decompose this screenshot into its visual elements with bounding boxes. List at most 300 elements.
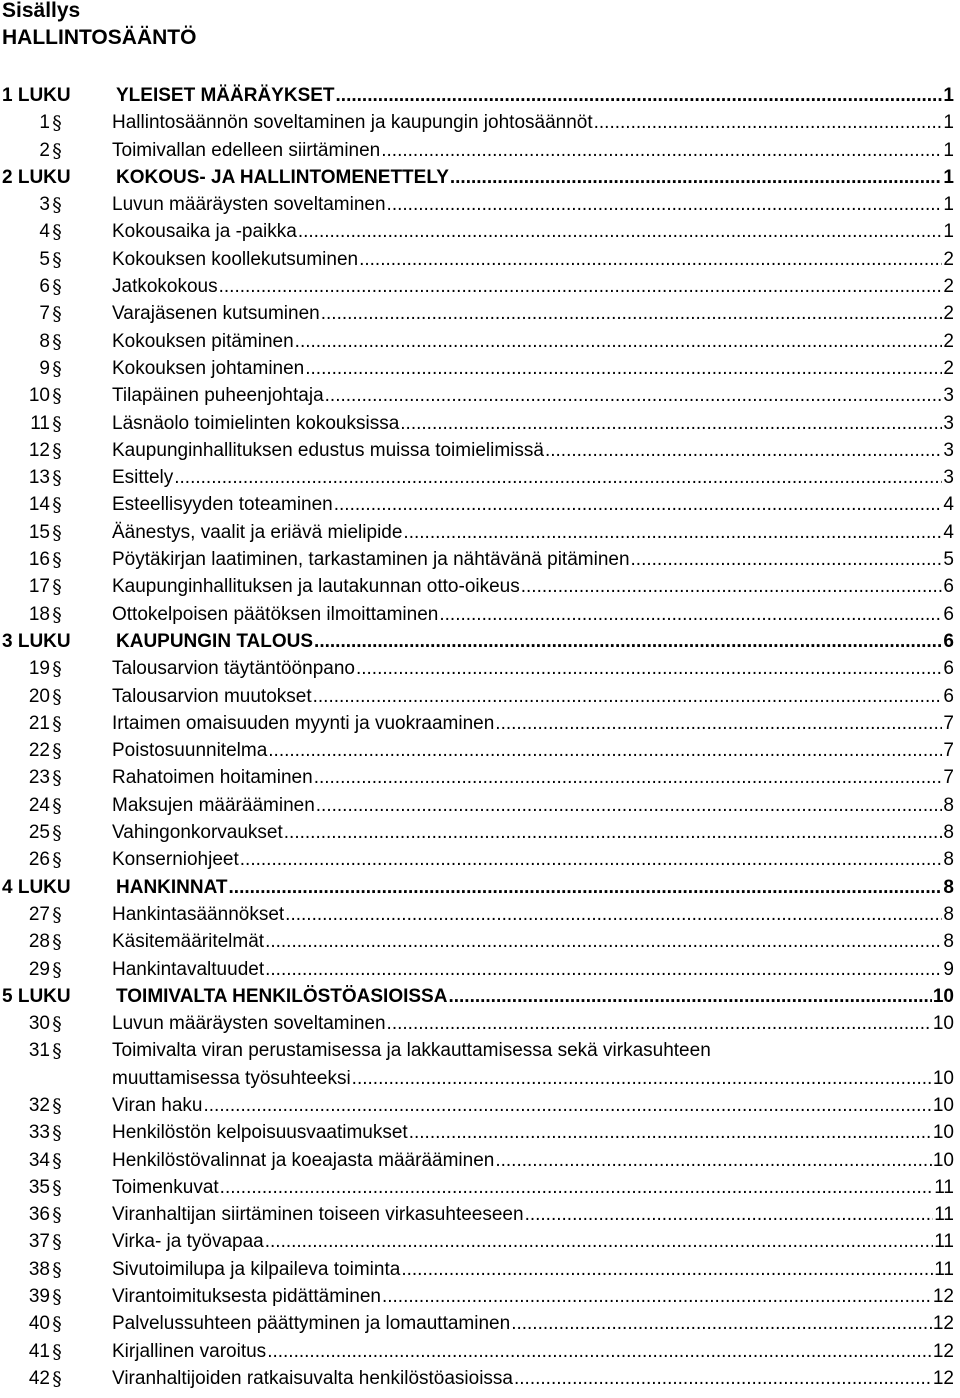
toc-section-entry[interactable] [0,683,960,710]
section-sign-icon: § [52,740,62,763]
entry-title: Kaupunginhallituksen ja lautakunnan otto-oikeus [112,576,520,598]
section-sign-icon: § [52,1258,62,1281]
page-number: 10 [932,1149,954,1171]
entry-line [112,273,954,300]
page-number: 9 [943,958,954,980]
entry-line [112,246,954,273]
toc-section-entry[interactable] [0,1256,960,1283]
entry-title-block [112,382,954,409]
dot-leader [450,164,943,191]
section-number: 22 [28,740,50,762]
entry-title-block [112,764,954,791]
entry-line [112,491,954,518]
section-number: 18 [28,603,50,625]
entry-title-block [116,82,954,109]
entry-title-block [112,737,954,764]
dot-leader [521,573,943,600]
entry-title-block [112,956,954,983]
entry-title: Henkilöstövalinnat ja koeajasta määrääminen [112,1149,495,1171]
toc-section-entry[interactable] [0,601,960,628]
toc-section-entry[interactable] [0,792,960,819]
entry-title: Hankintasäännökset [112,903,285,925]
section-sign-icon: § [52,1286,62,1309]
section-sign-icon: § [52,603,62,626]
toc-section-entry[interactable] [0,355,960,382]
dot-leader [268,737,942,764]
entry-title: Pöytäkirjan laatiminen, tarkastaminen ja nähtävänä pitäminen [112,549,630,571]
page-number: 10 [932,1067,954,1089]
section-sign-icon: § [52,958,62,981]
section-sign-icon: § [52,822,62,845]
dot-leader [334,491,943,518]
dot-leader [321,300,943,327]
toc-section-entry[interactable] [0,573,960,600]
entry-title: Irtaimen omaisuuden myynti ja vuokraaminen [112,712,495,734]
section-sign-icon: § [52,1013,62,1036]
dot-leader [316,792,943,819]
entry-title-block [112,1228,954,1255]
entry-title: Kokouksen pitäminen [112,330,294,352]
entry-line [112,1338,954,1365]
dot-leader [403,519,942,546]
section-number: 28 [28,931,50,953]
section-sign-icon: § [52,712,62,735]
section-sign-icon: § [52,221,62,244]
dot-leader [495,1147,932,1174]
section-sign-icon: § [52,1149,62,1172]
dot-leader [359,246,942,273]
entry-title-block [112,218,954,245]
toc-section-entry[interactable] [0,956,960,983]
entry-line [112,355,954,382]
toc-section-entry[interactable] [0,137,960,164]
entry-title-block [112,846,954,873]
section-number: 23 [28,767,50,789]
toc-section-entry[interactable] [0,764,960,791]
toc-section-entry[interactable] [0,1338,960,1365]
section-number: 10 [28,385,50,407]
section-number: 6 [39,276,50,298]
entry-line [112,328,954,355]
dot-leader [409,1119,932,1146]
entry-title: Hankintavaltuudet [112,958,265,980]
dot-leader [525,1201,934,1228]
section-sign-icon: § [52,903,62,926]
section-number: 13 [28,467,50,489]
entry-title-block [112,573,954,600]
page-number: 1 [943,112,954,134]
entry-title-block [112,1283,954,1310]
entry-line [112,191,954,218]
section-sign-icon: § [52,658,62,681]
entry-title: Kaupunginhallituksen edustus muissa toimielimissä [112,439,544,461]
dot-leader [631,546,943,573]
section-sign-icon: § [52,1367,62,1390]
entry-line [112,1310,954,1337]
toc-section-entry[interactable] [0,710,960,737]
page-number: 8 [943,849,954,871]
entry-title: Hallintosäännön soveltaminen ja kaupungin johtosäännöt [112,112,593,134]
entry-title: Esteellisyyden toteaminen [112,494,333,516]
section-number: 27 [28,903,50,925]
dot-leader [514,1365,932,1392]
entry-title-block [112,819,954,846]
dot-leader [284,819,943,846]
section-sign-icon: § [52,1231,62,1254]
toc-section-entry[interactable] [0,218,960,245]
entry-title: Sivutoimilupa ja kilpaileva toiminta [112,1258,401,1280]
entry-title-block [112,1119,954,1146]
section-sign-icon: § [52,767,62,790]
dot-leader [313,683,943,710]
entry-title-block [112,1365,954,1392]
entry-title-block [112,1338,954,1365]
page-number: 6 [943,603,954,625]
toc-section-entry[interactable] [0,328,960,355]
entry-title: TOIMIVALTA HENKILÖSTÖASIOISSA [116,985,448,1007]
entry-line [112,710,954,737]
entry-title: Vahingonkorvaukset [112,822,283,844]
entry-title-block [112,491,954,518]
toc-section-entry[interactable] [0,846,960,873]
entry-line [112,1228,954,1255]
entry-title-block [112,1010,954,1037]
toc-section-entry[interactable] [0,1228,960,1255]
dot-leader [265,956,942,983]
toc-section-entry[interactable] [0,382,960,409]
entry-line [112,1119,954,1146]
page-number: 12 [932,1313,954,1335]
entry-title: Viranhaltijan siirtäminen toiseen virkasuhteeseen [112,1204,524,1226]
entry-line [112,573,954,600]
entry-line [112,300,954,327]
section-number: 31 [28,1040,50,1062]
dot-leader [495,710,942,737]
entry-title: Varajäsenen kutsuminen [112,303,320,325]
section-number: 30 [28,1013,50,1035]
entry-title: Ottokelpoisen päätöksen ilmoittaminen [112,603,439,625]
dot-leader [295,328,943,355]
section-number: 29 [28,958,50,980]
toc-section-entry[interactable] [0,191,960,218]
toc-list [0,82,960,1392]
page-number: 12 [932,1340,954,1362]
entry-line [112,437,954,464]
chapter-number: 1 LUKU [2,85,71,106]
dot-leader [305,355,942,382]
entry-title: Jatkokokous [112,276,218,298]
page-number: 2 [943,330,954,352]
page-number: 8 [943,931,954,953]
toc-section-entry[interactable] [0,1283,960,1310]
entry-title: Virantoimituksesta pidättäminen [112,1286,381,1308]
entry-title-block [112,273,954,300]
toc-section-entry[interactable] [0,737,960,764]
section-number: 11 [30,412,50,434]
dot-leader [387,1010,932,1037]
toc-section-entry[interactable] [0,410,960,437]
toc-chapter-entry[interactable] [0,82,960,109]
entry-title: Käsitemääritelmät [112,931,265,953]
dot-leader [285,901,942,928]
section-sign-icon: § [52,1340,62,1363]
entry-title: KOKOUS- JA HALLINTOMENETTELY [116,166,449,188]
page-number: 11 [934,1258,954,1280]
toc-section-entry[interactable] [0,1010,960,1037]
section-sign-icon: § [52,412,62,435]
entry-line [116,628,954,655]
toc-section-entry[interactable] [0,1092,960,1119]
page-number: 12 [932,1286,954,1308]
entry-title: Äänestys, vaalit ja eriävä mielipide [112,521,403,543]
section-number: 8 [39,330,50,352]
dot-leader [511,1310,932,1337]
entry-line [112,546,954,573]
entry-line [112,1010,954,1037]
chapter-number: 4 LUKU [2,876,71,898]
entry-title-block [112,1147,954,1174]
entry-line [112,764,954,791]
page-number: 1 [943,139,954,161]
section-sign-icon: § [52,1094,62,1117]
entry-title-block [112,300,954,327]
section-sign-icon: § [52,849,62,872]
dot-leader [594,109,943,136]
entry-line [112,1256,954,1283]
page-number: 1 [943,85,954,106]
toc-section-entry[interactable] [0,246,960,273]
page-number: 1 [943,221,954,243]
section-number: 7 [39,303,50,325]
page-number: 8 [943,876,954,898]
page-number: 2 [943,303,954,325]
entry-title: Kokouksen johtaminen [112,357,305,379]
section-number: 42 [28,1367,50,1389]
entry-line [112,956,954,983]
dot-leader [204,1092,932,1119]
toc-section-entry[interactable] [0,1037,960,1092]
toc-section-entry[interactable] [0,819,960,846]
toc-section-entry[interactable] [0,655,960,682]
entry-title: Henkilöstön kelpoisuusvaatimukset [112,1122,408,1144]
entry-title-block [112,683,954,710]
section-number: 38 [28,1258,50,1280]
entry-title: Poistosuunnitelma [112,740,268,762]
section-number: 16 [28,549,50,571]
page-number: 2 [943,357,954,379]
entry-title: Tilapäinen puheenjohtaja [112,385,324,407]
contents-heading: Sisällys [2,0,81,22]
entry-line [112,846,954,873]
entry-title: Toimivallan edelleen siirtäminen [112,139,381,161]
entry-title: Luvun määräysten soveltaminen [112,194,386,216]
entry-title-block [112,328,954,355]
entry-title-block [112,109,954,136]
entry-line [116,82,954,109]
entry-title: KAUPUNGIN TALOUS [116,630,314,652]
page-number: 8 [943,794,954,816]
dot-leader [220,1174,934,1201]
entry-line [112,1147,954,1174]
section-number: 12 [28,439,50,461]
toc-section-entry[interactable] [0,1201,960,1228]
section-sign-icon: § [52,139,62,162]
dot-leader [174,464,942,491]
entry-title: Kirjallinen varoitus [112,1340,267,1362]
section-sign-icon: § [52,1176,62,1199]
entry-title-block [112,1037,954,1092]
entry-title: Virka- ja työvapaa [112,1231,264,1253]
entry-title: Rahatoimen hoitaminen [112,767,313,789]
section-sign-icon: § [52,330,62,353]
section-sign-icon: § [52,248,62,271]
entry-title-block [116,874,954,901]
page-number: 3 [943,385,954,407]
toc-section-entry[interactable] [0,1147,960,1174]
entry-line [112,683,954,710]
dot-leader [314,764,943,791]
section-sign-icon: § [52,1313,62,1336]
toc-section-entry[interactable] [0,1365,960,1392]
dot-leader [229,874,943,901]
toc-section-entry[interactable] [0,300,960,327]
page-number: 8 [943,903,954,925]
chapter-number: 2 LUKU [2,166,71,188]
toc-section-entry[interactable] [0,1119,960,1146]
toc-chapter-entry[interactable] [0,874,960,901]
document-title: HALLINTOSÄÄNTÖ [2,26,197,49]
page-number: 10 [932,985,954,1007]
entry-title-block [112,710,954,737]
toc-section-entry[interactable] [0,437,960,464]
toc-section-entry[interactable] [0,491,960,518]
entry-title-block [116,164,954,191]
entry-title-block [116,628,954,655]
dot-leader [267,1338,932,1365]
dot-leader [314,628,942,655]
page-number: 7 [943,712,954,734]
entry-line [112,792,954,819]
page-number: 6 [943,658,954,680]
page-number: 5 [943,549,954,571]
page-number: 11 [934,1204,954,1226]
dot-leader [336,82,943,109]
section-number: 1 [39,112,50,134]
toc-section-entry[interactable] [0,273,960,300]
section-number: 15 [28,521,50,543]
entry-line [116,874,954,901]
section-number: 9 [39,357,50,379]
section-number: 36 [28,1204,50,1226]
dot-leader [325,382,943,409]
dot-leader [400,410,942,437]
toc-section-entry[interactable] [0,901,960,928]
page-number: 1 [943,194,954,216]
section-sign-icon: § [52,439,62,462]
entry-title: HANKINNAT [116,876,228,898]
page-number: 10 [932,1122,954,1144]
section-number: 32 [28,1094,50,1116]
entry-title-block [112,928,954,955]
toc-section-entry[interactable] [0,464,960,491]
toc-section-entry[interactable] [0,1310,960,1337]
entry-line [116,164,954,191]
page-number: 6 [943,630,954,652]
toc-chapter-entry[interactable] [0,164,960,191]
page-number: 7 [943,740,954,762]
section-sign-icon: § [52,1040,62,1063]
section-number: 26 [28,849,50,871]
dot-leader [439,601,942,628]
entry-line [112,1365,954,1392]
entry-title-block [116,983,954,1010]
entry-title-block [112,901,954,928]
section-number: 5 [39,248,50,270]
entry-title: Toimenkuvat [112,1176,219,1198]
entry-title: Kokouksen koollekutsuminen [112,248,359,270]
entry-title-block [112,1092,954,1119]
entry-line [112,1092,954,1119]
page-number: 3 [943,412,954,434]
section-number: 25 [28,822,50,844]
page-number: 12 [932,1367,954,1389]
section-sign-icon: § [52,357,62,380]
toc-chapter-entry[interactable] [0,983,960,1010]
entry-line [112,1065,954,1092]
entry-line [112,519,954,546]
dot-leader [381,137,942,164]
entry-title-block [112,655,954,682]
toc-section-entry[interactable] [0,546,960,573]
section-sign-icon: § [52,303,62,326]
entry-title-block [112,191,954,218]
entry-title-block [112,1310,954,1337]
entry-line [112,382,954,409]
toc-section-entry[interactable] [0,1174,960,1201]
section-number: 41 [28,1340,50,1362]
entry-line [112,1174,954,1201]
toc-section-entry[interactable] [0,928,960,955]
entry-title: Konserniohjeet [112,849,239,871]
entry-line [116,983,954,1010]
entry-title-block [112,519,954,546]
entry-title: Esittely [112,467,174,489]
entry-line [112,901,954,928]
section-number: 40 [28,1313,50,1335]
page-number: 2 [943,248,954,270]
dot-leader [545,437,942,464]
toc-section-entry[interactable] [0,109,960,136]
entry-line [112,1283,954,1310]
entry-line [112,410,954,437]
entry-line [112,928,954,955]
entry-line [112,109,954,136]
section-number: 34 [28,1149,50,1171]
entry-title-block [112,410,954,437]
dot-leader [382,1283,932,1310]
section-number: 4 [39,221,50,243]
section-sign-icon: § [52,1122,62,1145]
entry-title-first-line: Toimivalta viran perustamisessa ja lakkauttamisessa sekä virkasuhteen [112,1040,711,1062]
section-number: 20 [28,685,50,707]
toc-section-entry[interactable] [0,519,960,546]
dot-leader [448,983,931,1010]
toc-chapter-entry[interactable] [0,628,960,655]
dot-leader [356,655,942,682]
section-sign-icon: § [52,1204,62,1227]
entry-title: muuttamisessa työsuhteeksi [112,1067,351,1089]
section-number: 21 [28,712,50,734]
